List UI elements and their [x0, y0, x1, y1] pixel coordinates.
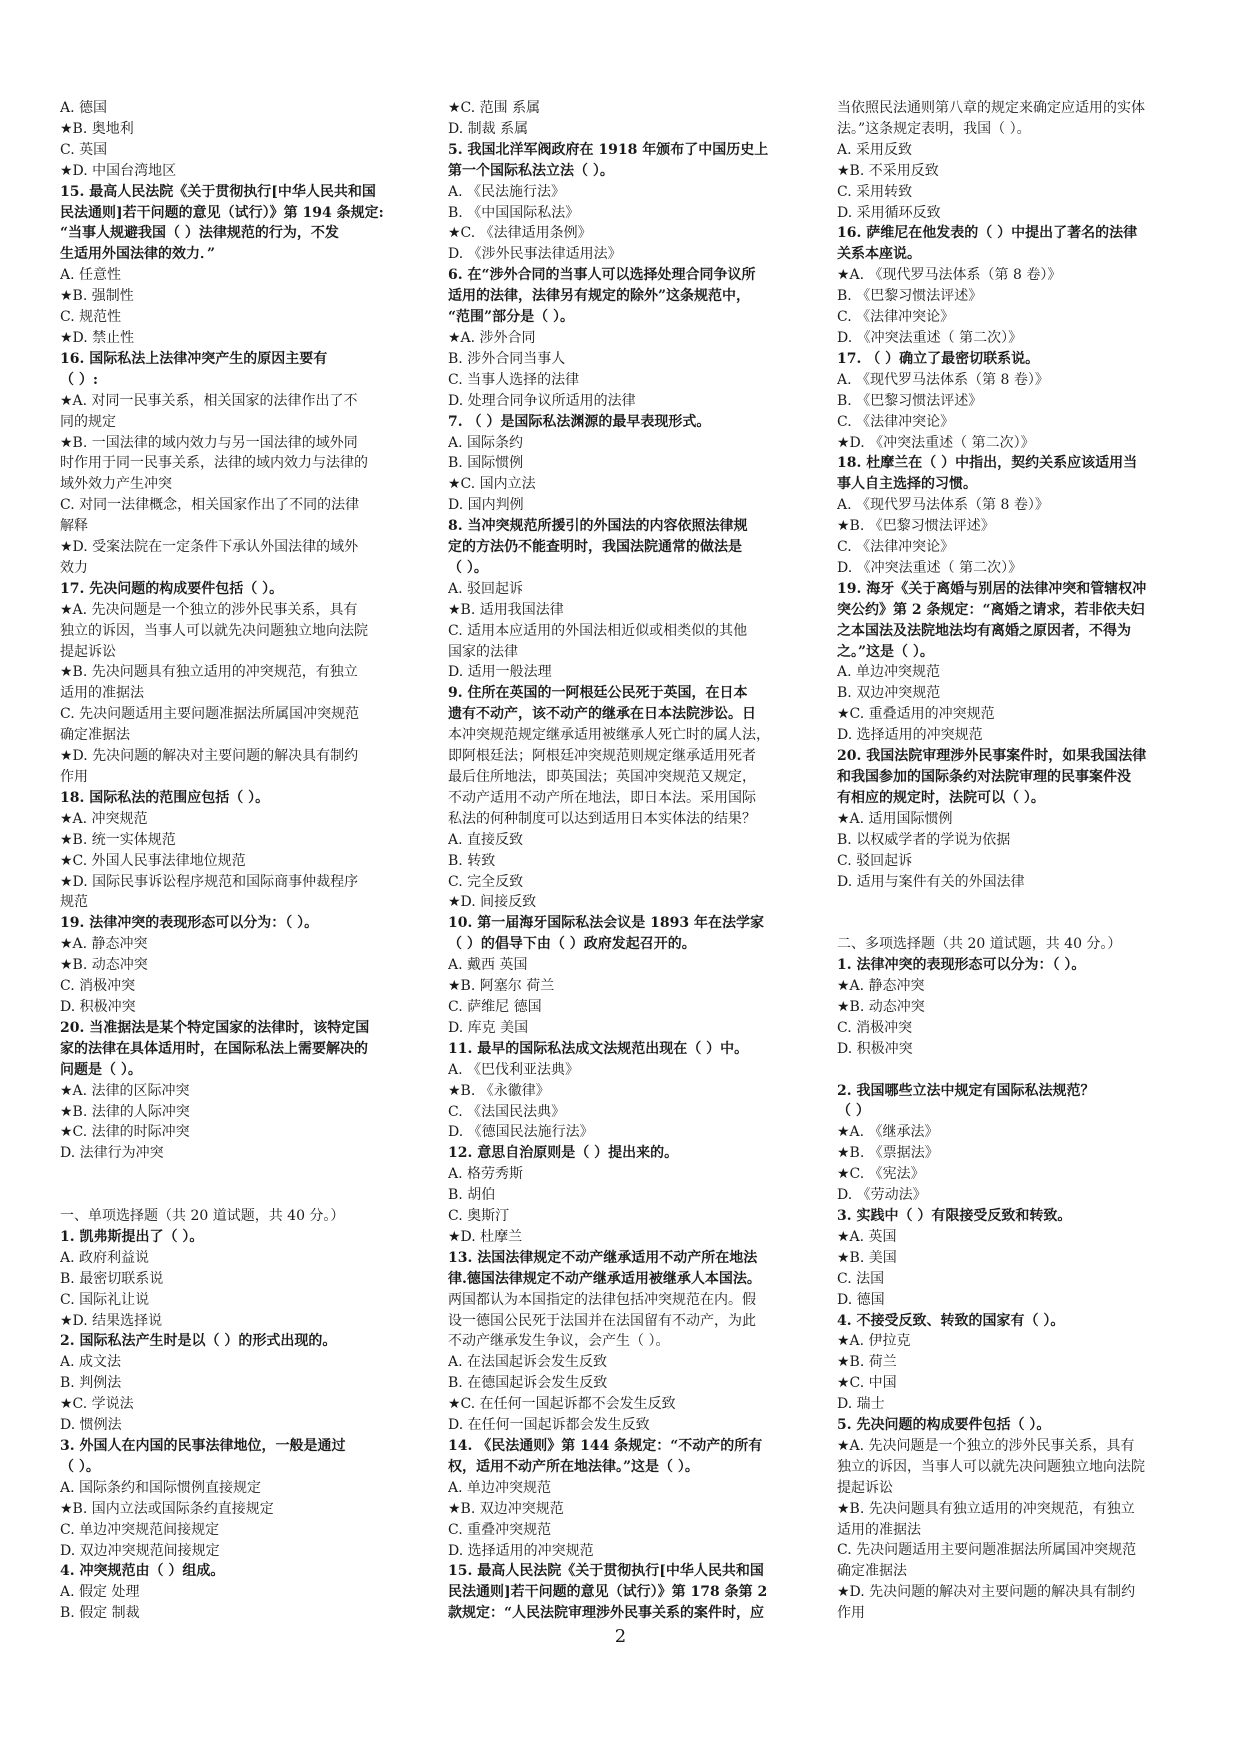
- option-text: D. 在任何一国起诉都会发生反致: [448, 1417, 650, 1434]
- option-text: B. 国际惯例: [448, 455, 524, 472]
- question-text: 3. 外国人在内国的民事法律地位，一般是通过: [60, 1437, 346, 1454]
- option-text: ★B. 双边冲突规范: [448, 1500, 564, 1517]
- option-text: A. 戴西 英国: [448, 957, 528, 974]
- question-text: 16. 萨维尼在他发表的（ ）中提出了著名的法律: [837, 225, 1138, 242]
- option-text: ★A. 静态冲突: [837, 978, 925, 995]
- option-text: ★A. 《现代罗马法体系（第 8 卷）》: [837, 267, 1062, 284]
- option-text: C. 法国: [837, 1270, 885, 1287]
- option-text: 规范: [60, 894, 88, 911]
- question-text: 适用的法律，法律另有规定的除外”这条规范中，: [448, 288, 751, 305]
- option-text: ★B. 一国法律的域内效力与另一国法律的域外同: [60, 434, 358, 451]
- question-text: 律.德国法律规定不动产继承适用被继承人本国法。: [448, 1270, 761, 1287]
- option-text: D. 处理合同争议所适用的法律: [448, 392, 636, 409]
- option-text: ★B. 《永徽律》: [448, 1082, 550, 1099]
- option-text: C. 驳回起诉: [837, 852, 913, 869]
- question-text: 12. 意思自治原则是（ ）提出来的。: [448, 1145, 679, 1162]
- option-text: D. 国内判例: [448, 497, 524, 514]
- option-text: ★B. 奥地利: [60, 120, 134, 137]
- option-text: C. 对同一法律概念，相关国家作出了不同的法律: [60, 497, 360, 514]
- option-text: ★C. 学说法: [60, 1396, 134, 1413]
- question-text: 问题是（ ）。: [60, 1061, 142, 1078]
- option-text: ★B. 先决问题具有独立适用的冲突规范，有独立: [837, 1500, 1135, 1517]
- option-text: C. 《法律冲突论》: [837, 309, 955, 326]
- question-text: 之本国法及法院地法均有离婚之原因者，不得为: [837, 622, 1131, 639]
- option-text: C. 先决问题适用主要问题准据法所属国冲突规范: [60, 706, 360, 723]
- question-text: 17. 先决问题的构成要件包括（ ）。: [60, 580, 284, 597]
- option-text: D. 《冲突法重述（ 第二次）》: [837, 559, 1023, 576]
- section-heading: 二、多项选择题（共 20 道试题，共 40 分。）: [837, 936, 1122, 953]
- question-text: 20. 当准据法是某个特定国家的法律时，该特定国: [60, 1019, 370, 1036]
- option-text: A. 假定 处理: [60, 1584, 140, 1601]
- question-text: （ ）:: [60, 371, 99, 388]
- option-text: ★C. 国内立法: [448, 476, 536, 493]
- option-text: A. 驳回起诉: [448, 580, 524, 597]
- option-text: A. 《现代罗马法体系（第 8 卷）》: [837, 371, 1049, 388]
- option-text: 不动产继承发生争议，会产生（ ）。: [448, 1333, 670, 1350]
- option-text: D. 制裁 系属: [448, 120, 529, 137]
- option-text: 设一德国公民死于法国并在法国留有不动产，为此: [448, 1312, 756, 1329]
- question-text: （ ）。: [448, 559, 488, 576]
- option-text: 提起诉讼: [837, 1479, 893, 1496]
- question-text: 2. 我国哪些立法中规定有国际私法规范？: [837, 1082, 1095, 1099]
- option-text: 两国都认为本国指定的法律包括冲突规范在内。假: [448, 1291, 756, 1308]
- question-text: 6. 在“涉外合同的当事人可以选择处理合同争议所: [448, 267, 756, 284]
- option-text: ★C. 《法律适用条例》: [448, 225, 592, 242]
- question-text: 4. 不接受反致、转致的国家有（ ）。: [837, 1312, 1065, 1329]
- question-text: “当事人规避我国（ ）法律规范的行为，不发: [60, 225, 339, 242]
- option-text: B. 《巴黎习惯法评述》: [837, 288, 983, 305]
- option-text: ★A. 适用国际惯例: [837, 810, 953, 827]
- option-text: ★A. 《继承法》: [837, 1124, 939, 1141]
- option-text: C. 重叠冲突规范: [448, 1521, 552, 1538]
- option-text: ★D. 中国台湾地区: [60, 162, 177, 179]
- option-text: C. 采用转致: [837, 183, 913, 200]
- option-text: C. 《法律冲突论》: [837, 413, 955, 430]
- option-text: 确定准据法: [60, 727, 130, 744]
- question-text: 15. 最高人民法院《关于贯彻执行[中华人民共和国: [448, 1563, 764, 1580]
- option-text: ★D. 国际民事诉讼程序规范和国际商事仲裁程序: [60, 873, 359, 890]
- column-middle: [448, 98, 793, 1624]
- option-text: ★A. 伊拉克: [837, 1333, 911, 1350]
- option-text: B. 最密切联系说: [60, 1270, 164, 1287]
- option-text: C. 奥斯汀: [448, 1208, 510, 1225]
- option-text: 即阿根廷法；阿根廷冲突规范则规定继承适用死者: [448, 748, 756, 765]
- option-text: B. 胡伯: [448, 1187, 496, 1204]
- option-text: ★A. 冲突规范: [60, 810, 148, 827]
- option-text: ★B. 适用我国法律: [448, 601, 564, 618]
- option-text: ★B. 《巴黎习惯法评述》: [837, 518, 995, 535]
- option-text: ★B. 法律的人际冲突: [60, 1103, 190, 1120]
- option-text: ★B. 荷兰: [837, 1354, 897, 1371]
- option-text: ★C. 外国人民事法律地位规范: [60, 852, 246, 869]
- question-text: （ ）的倡导下由（ ）政府发起召开的。: [448, 936, 696, 953]
- option-text: B. 判例法: [60, 1375, 122, 1392]
- question-text: 定的方法仍不能查明时，我国法院通常的做法是: [448, 539, 742, 556]
- option-text: ★A. 涉外合同: [448, 329, 536, 346]
- question-text: 1. 凯弗斯提出了（ ）。: [60, 1228, 204, 1245]
- option-text: 解释: [60, 518, 88, 535]
- question-text: 3. 实践中（ ）有限接受反致和转致。: [837, 1207, 1072, 1224]
- option-text: A. 单边冲突规范: [448, 1479, 552, 1496]
- question-text: 8. 当冲突规范所援引的外国法的内容依照法律规: [448, 518, 748, 535]
- option-text: D. 适用与案件有关的外国法律: [837, 873, 1025, 890]
- option-text: A. 成文法: [60, 1354, 122, 1371]
- option-text: 私法的何种制度可以达到适用日本实体法的结果？: [448, 810, 756, 827]
- column-left: [60, 98, 405, 1624]
- option-text: 作用: [60, 769, 88, 785]
- question-text: 民法通则]若干问题的意见（试行）》第 178 条第 2: [448, 1584, 768, 1601]
- option-text: 时作用于同一民事关系，法律的域内效力与法律的: [60, 455, 368, 472]
- option-text: A. 德国: [60, 100, 108, 116]
- section-heading: 一、单项选择题（共 20 道试题，共 40 分。）: [60, 1208, 345, 1224]
- option-text: ★B. 《票据法》: [837, 1145, 939, 1162]
- option-text: 国家的法律: [448, 643, 518, 660]
- question-text: 10. 第一届海牙国际私法会议是 1893 年在法学家: [448, 915, 764, 932]
- option-text: D. 采用循环反致: [837, 204, 941, 221]
- question-text: 2. 国际私法产生时是以（ ）的形式出现的。: [60, 1333, 337, 1350]
- option-text: A. 单边冲突规范: [837, 664, 941, 681]
- option-text: ★C. 法律的时际冲突: [60, 1124, 190, 1141]
- option-text: D. 瑞士: [837, 1396, 885, 1413]
- option-text: A. 直接反致: [448, 831, 524, 848]
- option-text: C. 单边冲突规范间接规定: [60, 1521, 220, 1538]
- option-text: C. 英国: [60, 141, 108, 158]
- option-text: ★B. 美国: [837, 1249, 897, 1266]
- option-text: C. 完全反致: [448, 873, 524, 890]
- question-text: 款规定：“人民法院审理涉外民事关系的案件时，应: [448, 1605, 765, 1622]
- question-text: 14. 《民法通则》第 144 条规定：“不动产的所有: [448, 1438, 763, 1454]
- question-text: （ ）。: [60, 1458, 100, 1475]
- option-text: 效力: [60, 559, 88, 576]
- option-text: ★D. 先决问题的解决对主要问题的解决具有制约: [837, 1584, 1136, 1601]
- question-text: 家的法律在具体适用时，在国际私法上需要解决的: [60, 1040, 368, 1057]
- blank-line: [837, 1060, 1182, 1081]
- option-text: B. 假定 制裁: [60, 1605, 140, 1622]
- option-text: B. 涉外合同当事人: [448, 350, 566, 367]
- blank-line: [837, 913, 1182, 934]
- option-text: 作用: [837, 1605, 865, 1622]
- question-text: 之。”这是（ ）。: [837, 643, 934, 660]
- option-text: 本冲突规范规定继承适用被继承人死亡时的属人法，: [448, 727, 770, 744]
- option-text: A. 《巴伐利亚法典》: [448, 1061, 580, 1078]
- option-text: ★B. 统一实体规范: [60, 831, 176, 848]
- question-text: 19. 海牙《关于离婚与别居的法律冲突和管辖权冲: [837, 580, 1147, 597]
- option-text: D. 法律行为冲突: [60, 1145, 164, 1162]
- option-text: A. 《民法施行法》: [448, 183, 566, 200]
- option-text: 适用的准据法: [837, 1521, 921, 1538]
- option-text: ★C. 中国: [837, 1375, 897, 1392]
- option-text: ★B. 动态冲突: [60, 957, 148, 974]
- option-text: ★B. 先决问题具有独立适用的冲突规范，有独立: [60, 664, 358, 681]
- option-text: C. 《法律冲突论》: [837, 539, 955, 556]
- question-text: 权，适用不动产所在地法律。”这是（ ）。: [448, 1458, 699, 1475]
- option-text: D. 积极冲突: [837, 1040, 913, 1057]
- question-text: 关系本座说。: [837, 246, 921, 263]
- option-text: 确定准据法: [837, 1563, 907, 1580]
- option-text: A. 采用反致: [837, 141, 913, 158]
- option-text: D. 《冲突法重述（ 第二次）》: [837, 329, 1023, 346]
- option-text: ★D. 杜摩兰: [448, 1228, 523, 1245]
- question-text: 生适用外国法律的效力．”: [60, 246, 216, 263]
- blank-line: [60, 1185, 405, 1206]
- question-text: 13. 法国法律规定不动产继承适用不动产所在地法: [448, 1249, 758, 1266]
- question-text: 民法通则]若干问题的意见（试行）》第 194 条规定:: [60, 204, 384, 221]
- option-text: D. 积极冲突: [60, 998, 136, 1015]
- option-text: C. 适用本应适用的外国法相近似或相类似的其他: [448, 622, 748, 639]
- blank-line: [60, 1164, 405, 1185]
- question-text: 突公约》第 2 条规定：“离婚之请求，若非依夫妇: [837, 601, 1145, 618]
- option-text: ★D. 间接反致: [448, 894, 537, 911]
- option-text: C. 国际礼让说: [60, 1291, 150, 1308]
- option-text: C. 《法国民法典》: [448, 1103, 566, 1120]
- option-text: B. 在德国起诉会发生反致: [448, 1375, 608, 1392]
- option-text: A. 国际条约和国际惯例直接规定: [60, 1479, 262, 1496]
- option-text: B. 双边冲突规范: [837, 685, 941, 702]
- question-text: 和我国参加的国际条约对法院审理的民事案件没: [837, 769, 1131, 785]
- option-text: ★B. 国内立法或国际条约直接规定: [60, 1500, 274, 1517]
- option-text: 独立的诉因，当事人可以就先决问题独立地向法院: [837, 1458, 1145, 1475]
- option-text: D. 惯例法: [60, 1417, 122, 1434]
- question-text: 11. 最早的国际私法成文法规范出现在（ ）中。: [448, 1040, 749, 1057]
- option-text: C. 当事人选择的法律: [448, 371, 580, 388]
- option-text: ★C. 范围 系属: [448, 100, 541, 116]
- option-text: ★C. 《宪法》: [837, 1166, 925, 1183]
- option-text: C. 萨维尼 德国: [448, 998, 542, 1015]
- option-text: 域外效力产生冲突: [60, 476, 172, 493]
- question-text: 4. 冲突规范由（ ）组成。: [60, 1563, 225, 1580]
- question-text: 事人自主选择的习惯。: [837, 476, 977, 493]
- question-text: 16. 国际私法上法律冲突产生的原因主要有: [60, 350, 328, 367]
- option-text: A. 在法国起诉会发生反致: [448, 1354, 608, 1371]
- option-text: B. 以权威学者的学说为依据: [837, 831, 1011, 848]
- option-text: D. 《德国民法施行法》: [448, 1124, 594, 1141]
- question-text: 1. 法律冲突的表现形态可以分为：（ ）。: [837, 957, 1086, 974]
- option-text: A. 《现代罗马法体系（第 8 卷）》: [837, 497, 1049, 514]
- option-text: ★B. 不采用反致: [837, 162, 939, 179]
- option-text: 独立的诉因，当事人可以就先决问题独立地向法院: [60, 622, 368, 639]
- option-text: ★A. 英国: [837, 1228, 897, 1245]
- option-text: D. 双边冲突规范间接规定: [60, 1542, 220, 1559]
- question-text: 20. 我国法院审理涉外民事案件时，如果我国法律: [837, 748, 1147, 765]
- option-text: ★B. 阿塞尔 荷兰: [448, 978, 555, 995]
- option-text: ★D. 受案法院在一定条件下承认外国法律的域外: [60, 539, 359, 556]
- option-text: 法。”这条规定表明，我国（ ）。: [837, 120, 1031, 137]
- option-text: ★C. 重叠适用的冲突规范: [837, 706, 995, 723]
- question-text: 19. 法律冲突的表现形态可以分为：（ ）。: [60, 915, 319, 932]
- question-text: 第一个国际私法立法（ ）。: [448, 162, 614, 179]
- option-text: B. 《巴黎习惯法评述》: [837, 392, 983, 409]
- option-text: A. 任意性: [60, 267, 122, 284]
- question-text: 15. 最高人民法院《关于贯彻执行[中华人民共和国: [60, 183, 376, 200]
- question-text: 5. 先决问题的构成要件包括（ ）。: [837, 1417, 1051, 1434]
- blank-line: [837, 892, 1182, 913]
- option-text: ★A. 先决问题是一个独立的涉外民事关系，具有: [60, 601, 358, 618]
- option-text: ★A. 先决问题是一个独立的涉外民事关系，具有: [837, 1437, 1135, 1454]
- option-text: D. 选择适用的冲突规范: [837, 727, 983, 744]
- option-text: 适用的准据法: [60, 685, 144, 702]
- option-text: A. 国际条约: [448, 434, 524, 451]
- question-text: 7. （ ）是国际私法渊源的最早表现形式。: [448, 413, 711, 430]
- option-text: C. 消极冲突: [837, 1019, 913, 1036]
- option-text: ★B. 动态冲突: [837, 998, 925, 1015]
- question-text: （ ）: [837, 1103, 870, 1120]
- option-text: 最后住所地法，即英国法；英国冲突规范又规定，: [448, 769, 756, 785]
- option-text: B. 转致: [448, 852, 496, 869]
- option-text: ★D. 《冲突法重述（ 第二次）》: [837, 434, 1035, 451]
- option-text: C. 消极冲突: [60, 978, 136, 995]
- option-text: ★D. 禁止性: [60, 329, 135, 346]
- option-text: 同的规定: [60, 413, 116, 430]
- question-text: “范围”部分是（ ）。: [448, 309, 574, 326]
- option-text: D. 库克 美国: [448, 1019, 529, 1036]
- option-text: C. 先决问题适用主要问题准据法所属国冲突规范: [837, 1542, 1137, 1559]
- question-text: 18. 国际私法的范围应包括（ ）。: [60, 789, 270, 806]
- option-text: D. 选择适用的冲突规范: [448, 1542, 594, 1559]
- option-text: 提起诉讼: [60, 643, 116, 660]
- option-text: ★B. 强制性: [60, 288, 134, 305]
- option-text: 不动产适用不动产所在地法，即日本法。采用国际: [448, 789, 756, 806]
- option-text: ★D. 先决问题的解决对主要问题的解决具有制约: [60, 748, 359, 765]
- option-text: ★D. 结果选择说: [60, 1312, 163, 1329]
- question-text: 17. （ ）确立了最密切联系说。: [837, 350, 1040, 367]
- column-right: [837, 98, 1182, 1624]
- option-text: ★C. 在任何一国起诉都不会发生反致: [448, 1396, 676, 1413]
- page-number: 2: [614, 1626, 627, 1647]
- option-text: D. 德国: [837, 1291, 885, 1308]
- option-text: A. 政府利益说: [60, 1249, 150, 1266]
- option-text: ★A. 静态冲突: [60, 936, 148, 953]
- option-text: D. 《涉外民事法律适用法》: [448, 246, 622, 263]
- question-text: 遗有不动产，该不动产的继承在日本法院涉讼。日: [448, 706, 756, 723]
- option-text: ★A. 法律的区际冲突: [60, 1082, 190, 1099]
- option-text: C. 规范性: [60, 309, 122, 326]
- question-text: 5. 我国北洋军阀政府在 1918 年颁布了中国历史上: [448, 141, 769, 158]
- option-text: 当依照民法通则第八章的规定来确定应适用的实体: [837, 100, 1145, 116]
- option-text: D. 适用一般法理: [448, 664, 552, 681]
- option-text: A. 格劳秀斯: [448, 1166, 524, 1183]
- question-text: 有相应的规定时，法院可以（ ）。: [837, 789, 1045, 806]
- option-text: D. 《劳动法》: [837, 1187, 927, 1204]
- option-text: B. 《中国国际私法》: [448, 204, 580, 221]
- option-text: ★A. 对同一民事关系，相关国家的法律作出了不: [60, 392, 358, 409]
- question-text: 9. 住所在英国的一阿根廷公民死于英国，在日本: [448, 685, 748, 702]
- question-text: 18. 杜摩兰在（ ）中指出，契约关系应该适用当: [837, 455, 1138, 472]
